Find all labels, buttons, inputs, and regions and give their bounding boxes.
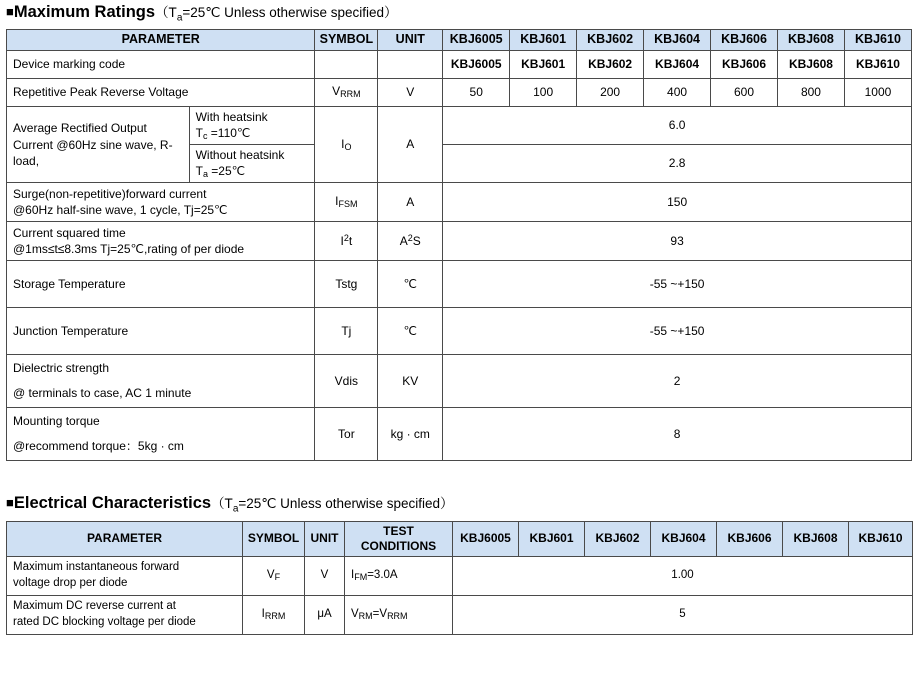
elec-row-vf-test: $I_{FM}=3.0A$: [345, 556, 453, 595]
col-kbj6005: KBJ6005: [443, 30, 510, 51]
row-tor-label-line1: Mounting torque: [13, 414, 100, 429]
row-vrrm-label: Repetitive Peak Reverse Voltage: [7, 78, 315, 106]
elec-col-kbj608: KBJ608: [783, 521, 849, 556]
row-i2t-value: 93: [443, 222, 912, 261]
table-row: [7, 106, 912, 144]
table-header-row: [7, 521, 913, 556]
elec-row-vf-label: [7, 556, 243, 595]
table-row: [7, 595, 913, 634]
row-tj-unit: ℃: [378, 308, 443, 355]
elec-col-symbol: SYMBOL: [243, 521, 305, 556]
row-vdis-symbol: Vdis: [315, 355, 378, 408]
electrical-title: [6, 493, 910, 516]
row-tj-label: Junction Temperature: [7, 308, 315, 355]
row-i2t-label-line2: @1ms≤t≤8.3ms Tj=25℃,rating of per diode: [13, 242, 245, 257]
row-io-sub-with-heatsink: [189, 106, 315, 144]
table-row: [7, 261, 912, 308]
table-row: [7, 408, 912, 461]
max-ratings-table: [6, 29, 912, 461]
col-kbj602: KBJ602: [577, 30, 644, 51]
row-vdis-label-line2: @ terminals to case, AC 1 minute: [13, 386, 192, 401]
elec-row-irrm-test: $V_{RM}=V_{RRM}$: [345, 595, 453, 634]
row-tor-value: 8: [443, 408, 912, 461]
row-i2t-label-line1: Current squared time: [13, 226, 126, 241]
row-device-marking-v0: KBJ6005: [443, 50, 510, 78]
col-kbj606: KBJ606: [711, 30, 778, 51]
table-row: [7, 78, 912, 106]
row-io-value-without-heatsink: 2.8: [443, 145, 912, 183]
col-parameter: PARAMETER: [7, 30, 315, 51]
row-vdis-label-line1: Dielectric strength: [13, 361, 110, 376]
row-io-sub0-line1: With heatsink: [195, 109, 268, 124]
section-marker-icon: ■: [6, 4, 14, 19]
datasheet-page: [0, 2, 914, 635]
electrical-table: [6, 521, 913, 635]
row-ifsm-label-line2: @60Hz half-sine wave, 1 cycle, Tj=25℃: [13, 203, 228, 218]
elec-col-kbj606: KBJ606: [717, 521, 783, 556]
row-vrrm-v0: 50: [443, 78, 510, 106]
col-symbol: SYMBOL: [315, 30, 378, 51]
elec-row-vf-label-line2: voltage drop per diode: [13, 576, 128, 589]
row-device-marking-v2: KBJ602: [577, 50, 644, 78]
row-device-marking-label: Device marking code: [7, 50, 315, 78]
row-tj-value: -55 ~+150: [443, 308, 912, 355]
row-ifsm-label-line1: Surge(non-repetitive)forward current: [13, 187, 207, 202]
elec-col-kbj604: KBJ604: [651, 521, 717, 556]
row-vrrm-v1: 100: [510, 78, 577, 106]
row-device-marking-symbol: [315, 50, 378, 78]
section-spacer: [4, 461, 910, 491]
row-tor-unit: kg · cm: [378, 408, 443, 461]
row-tj-symbol: Tj: [315, 308, 378, 355]
elec-col-kbj6005: KBJ6005: [453, 521, 519, 556]
elec-row-irrm-unit: μA: [305, 595, 345, 634]
row-vrrm-v3: 400: [644, 78, 711, 106]
row-ifsm-value: 150: [443, 183, 912, 222]
elec-row-vf-label-line1: Maximum instantaneous forward: [13, 561, 180, 574]
table-row: [7, 183, 912, 222]
row-vdis-value: 2: [443, 355, 912, 408]
row-i2t-label: [7, 222, 315, 261]
row-vrrm-v4: 600: [711, 78, 778, 106]
row-tstg-value: -55 ~+150: [443, 261, 912, 308]
row-io-label-text: Average Rectified Output Current @60Hz sine wave, R-load,: [13, 121, 173, 168]
table-row: [7, 308, 912, 355]
electrical-condition: （$T_a=25℃$ Unless otherwise specified）: [211, 496, 454, 516]
table-row: [7, 222, 912, 261]
max-ratings-title-text: Maximum Ratings: [13, 3, 156, 21]
row-vrrm-unit: V: [378, 78, 443, 106]
row-io-sub0-line2: $T_c$ =110℃: [195, 126, 251, 141]
elec-row-vf-value: 1.00: [453, 556, 913, 595]
symbol-rrm: RRM: [340, 89, 361, 100]
row-vrrm-v2: 200: [577, 78, 644, 106]
table-row: [7, 355, 912, 408]
elec-col-unit: UNIT: [305, 521, 345, 556]
row-ifsm-symbol: $I_{FSM}$: [315, 183, 378, 222]
row-device-marking-v3: KBJ604: [644, 50, 711, 78]
row-io-symbol: $I_O$: [315, 106, 378, 183]
elec-col-parameter: PARAMETER: [7, 521, 243, 556]
col-kbj610: KBJ610: [844, 30, 911, 51]
row-tor-symbol: Tor: [315, 408, 378, 461]
elec-row-irrm-value: 5: [453, 595, 913, 634]
row-tor-label-line2: @recommend torque：5kg · cm: [13, 439, 184, 454]
col-unit: UNIT: [378, 30, 443, 51]
elec-col-test-conditions: [345, 521, 453, 556]
elec-row-vf-symbol: $V_F$: [243, 556, 305, 595]
row-device-marking-unit: [378, 50, 443, 78]
row-device-marking-v1: KBJ601: [510, 50, 577, 78]
row-device-marking-v4: KBJ606: [711, 50, 778, 78]
elec-row-irrm-symbol: $I_{RRM}$: [243, 595, 305, 634]
elec-col-kbj601: KBJ601: [519, 521, 585, 556]
section-marker-icon-2: ■: [6, 495, 14, 511]
row-vrrm-v5: 800: [777, 78, 844, 106]
row-device-marking-v5: KBJ608: [777, 50, 844, 78]
table-row: [7, 50, 912, 78]
row-io-sub1-line1: Without heatsink: [195, 148, 285, 163]
row-i2t-symbol: $I^2t$: [315, 222, 378, 261]
row-tor-label: [7, 408, 315, 461]
row-vrrm-symbol: [315, 78, 378, 106]
col-kbj601: KBJ601: [510, 30, 577, 51]
row-vrrm-v6: 1000: [844, 78, 911, 106]
row-vdis-label: [7, 355, 315, 408]
col-kbj608: KBJ608: [777, 30, 844, 51]
elec-col-kbj610: KBJ610: [849, 521, 913, 556]
row-device-marking-v6: KBJ610: [844, 50, 911, 78]
elec-row-vf-unit: V: [305, 556, 345, 595]
elec-row-irrm-label-line1: Maximum DC reverse current at: [13, 600, 176, 613]
row-vdis-unit: KV: [378, 355, 443, 408]
symbol-v: V: [332, 84, 341, 99]
row-io-value-with-heatsink: 6.0: [443, 106, 912, 144]
table-header-row: [7, 30, 912, 51]
row-ifsm-unit: A: [378, 183, 443, 222]
row-io-unit: A: [378, 106, 443, 183]
elec-col-kbj602: KBJ602: [585, 521, 651, 556]
max-ratings-condition: （$T_a=25℃$ Unless otherwise specified）: [155, 5, 398, 24]
row-tstg-symbol: Tstg: [315, 261, 378, 308]
elec-row-irrm-label-line2: rated DC blocking voltage per diode: [13, 615, 196, 628]
row-ifsm-label: [7, 183, 315, 222]
elec-row-irrm-label: [7, 595, 243, 634]
row-tstg-label: Storage Temperature: [7, 261, 315, 308]
row-io-sub1-line2: $T_a$ =25℃: [195, 164, 246, 180]
elec-col-test-line1: TEST: [383, 523, 414, 538]
electrical-title-text: Electrical Characteristics: [13, 494, 212, 513]
table-row: [7, 556, 913, 595]
row-io-label: [7, 106, 190, 183]
col-kbj604: KBJ604: [644, 30, 711, 51]
max-ratings-title: [6, 2, 910, 25]
elec-col-test-line2: CONDITIONS: [360, 538, 437, 553]
row-io-sub-without-heatsink: [189, 145, 315, 183]
row-tstg-unit: ℃: [378, 261, 443, 308]
row-i2t-unit: $A^2S$: [378, 222, 443, 261]
